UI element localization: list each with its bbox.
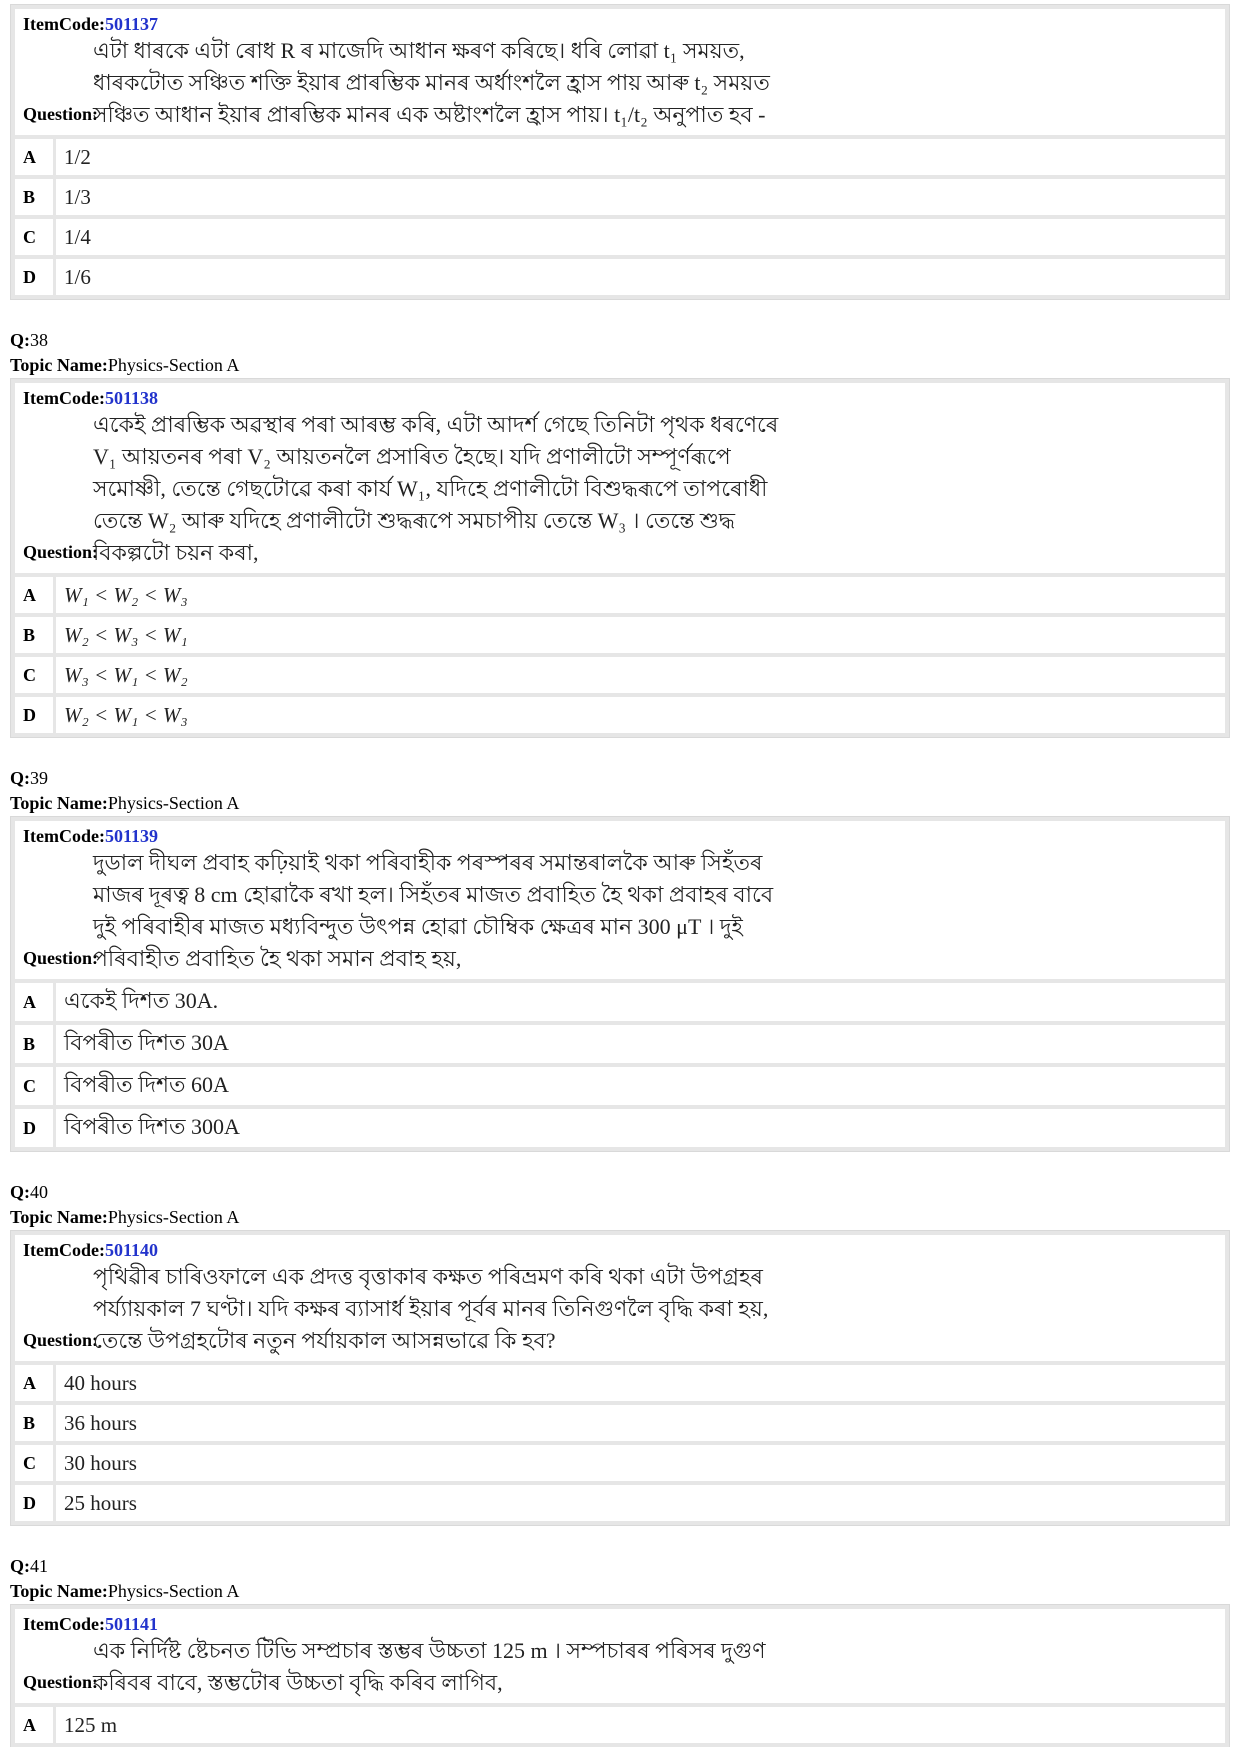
option-text: বিপৰীত দিশত 30A (64, 1029, 229, 1055)
question-cell (15, 383, 1225, 573)
option-letter: A (15, 1365, 56, 1401)
option-letter: D (15, 259, 56, 295)
option-letter: C (15, 1067, 56, 1105)
question-line: V₁ আয়তনৰ পৰা V₂ আয়তনলৈ প্ৰসাৰিত হৈছে। যদি প্ৰণালীটো সম্পূৰ্ণৰূপে (93, 444, 731, 469)
option-row[interactable] (15, 617, 1225, 653)
item-code (23, 13, 1217, 35)
topic-name: Topic Name:Physics-Section A (10, 355, 240, 375)
question-line: ধাৰকটোত সঞ্চিত শক্তি ইয়াৰ প্ৰাৰম্ভিক মানৰ অৰ্ধাংশলৈ হ্ৰাস পায় আৰু t₂ সময়ত (93, 70, 770, 95)
option-letter: B (15, 179, 56, 215)
option-row[interactable] (15, 259, 1225, 295)
option-text: 1/6 (64, 264, 91, 289)
item-code-label: ItemCode: (23, 826, 105, 846)
question-text (93, 1261, 813, 1357)
question-card (10, 378, 1230, 738)
question-label: Question: (23, 104, 99, 124)
option-letter: D (15, 1109, 56, 1147)
item-code (23, 387, 1217, 409)
option-row[interactable] (15, 1067, 1225, 1105)
option-text: 30 hours (64, 1450, 137, 1475)
item-code (23, 1239, 1217, 1261)
option-letter: B (15, 1405, 56, 1441)
option-row[interactable] (15, 219, 1225, 255)
item-code-label: ItemCode: (23, 1614, 105, 1634)
option-text: W₁ < W₂ < W₃ (64, 582, 188, 607)
question-card (10, 4, 1230, 300)
question-paper (10, 0, 1230, 1747)
question-number: Q:38 (10, 330, 48, 350)
option-row[interactable] (15, 657, 1225, 693)
option-text: 25 hours (64, 1490, 137, 1515)
option-letter: A (15, 983, 56, 1021)
question-line: পৰ্য্যায়কাল 7 ঘণ্টা। যদি কক্ষৰ ব্যাসাৰ্ধ ইয়াৰ পূৰ্বৰ মানৰ তিনিগুণলৈ বৃদ্ধি কৰা হয়, (93, 1296, 769, 1321)
option-text: W₂ < W₁ < W₃ (64, 702, 188, 727)
item-code (23, 1613, 1217, 1635)
option-row[interactable] (15, 577, 1225, 613)
option-text: 1/4 (64, 224, 91, 249)
option-letter: B (15, 617, 56, 653)
option-row[interactable] (15, 1485, 1225, 1521)
option-text: 40 hours (64, 1370, 137, 1395)
option-letter: A (15, 139, 56, 175)
option-row[interactable] (15, 983, 1225, 1021)
topic-name: Topic Name:Physics-Section A (10, 793, 240, 813)
question-line: একেই প্ৰাৰম্ভিক অৱস্থাৰ পৰা আৰম্ভ কৰি, এটা আদৰ্শ গেছে তিনিটা পৃথক ধৰণেৰে (93, 412, 779, 437)
question-line: মাজৰ দূৰত্ব 8 cm হোৱাকৈ ৰখা হল। সিহঁতৰ মাজত প্ৰবাহিত হৈ থকা প্ৰবাহৰ বাবে (93, 882, 774, 907)
option-text: 1/3 (64, 184, 91, 209)
option-letter: D (15, 697, 56, 733)
option-letter: C (15, 657, 56, 693)
question-label: Question: (23, 948, 99, 968)
option-text: 125 m (64, 1712, 118, 1737)
question-line: পৃথিৱীৰ চাৰিওফালে এক প্ৰদত্ত বৃত্তাকাৰ কক্ষত পৰিভ্ৰমণ কৰি থকা এটা উপগ্ৰহৰ (93, 1264, 763, 1289)
option-row[interactable] (15, 1025, 1225, 1063)
question-cell (15, 1609, 1225, 1703)
question-number: Q:40 (10, 1182, 48, 1202)
option-letter: A (15, 577, 56, 613)
option-row[interactable] (15, 1109, 1225, 1147)
option-letter: A (15, 1707, 56, 1743)
item-code-label: ItemCode: (23, 1240, 105, 1260)
question-text (93, 847, 813, 975)
option-letter: B (15, 1025, 56, 1063)
question-line: সঞ্চিত আধান ইয়াৰ প্ৰাৰম্ভিক মানৰ এক অষ্টাংশলৈ হ্ৰাস পায়। t₁/t₂ অনুপাত হব - (93, 102, 766, 127)
option-letter: D (15, 1485, 56, 1521)
question-line: তেন্তে উপগ্ৰহটোৰ নতুন পৰ্যায়কাল আসন্নভাৱে কি হব? (93, 1328, 556, 1353)
option-text: 36 hours (64, 1410, 137, 1435)
question-card (10, 1230, 1230, 1526)
topic-name: Topic Name:Physics-Section A (10, 1581, 240, 1601)
item-code-value: 501138 (104, 388, 158, 408)
question-text (93, 409, 813, 569)
item-code-value: 501137 (104, 14, 158, 34)
question-cell (15, 9, 1225, 135)
item-code-value: 501139 (104, 826, 158, 846)
question-label: Question: (23, 1672, 99, 1692)
question-line: বিকল্পটো চয়ন কৰা, (93, 540, 259, 565)
question-line: এটা ধাৰকে এটা ৰোধ R ৰ মাজেদি আধান ক্ষৰণ কৰিছে। ধৰি লোৱা t₁ সময়ত, (93, 38, 745, 63)
question-card (10, 816, 1230, 1152)
option-text: 1/2 (64, 144, 91, 169)
option-row[interactable] (15, 1365, 1225, 1401)
option-row[interactable] (15, 1405, 1225, 1441)
option-letter: C (15, 219, 56, 255)
question-cell (15, 1235, 1225, 1361)
item-code-label: ItemCode: (23, 14, 105, 34)
option-row[interactable] (15, 139, 1225, 175)
question-line: সমোষ্ণী, তেন্তে গেছটোৱে কৰা কাৰ্য W₁, যদিহে প্ৰণালীটো বিশুদ্ধৰূপে তাপৰোধী (93, 476, 768, 501)
question-line: দুই পৰিবাহীৰ মাজত মধ্যবিন্দুত উৎপন্ন হোৱা চৌম্বিক ক্ষেত্ৰৰ মান 300 μT । দুই (93, 914, 743, 939)
question-card (10, 1604, 1230, 1747)
question-text (93, 35, 813, 131)
item-code (23, 825, 1217, 847)
item-code-value: 501140 (104, 1240, 158, 1260)
option-row[interactable] (15, 1445, 1225, 1481)
question-text (93, 1635, 813, 1699)
option-row[interactable] (15, 179, 1225, 215)
item-code-label: ItemCode: (23, 388, 105, 408)
option-row[interactable] (15, 1707, 1225, 1743)
topic-name: Topic Name:Physics-Section A (10, 1207, 240, 1227)
question-number: Q:39 (10, 768, 48, 788)
option-text: বিপৰীত দিশত 60A (64, 1071, 229, 1097)
question-line: পৰিবাহীত প্ৰবাহিত হৈ থকা সমান প্ৰবাহ হয়, (93, 946, 462, 971)
option-text: বিপৰীত দিশত 300A (64, 1113, 240, 1139)
option-text: একেই দিশত 30A. (64, 987, 219, 1013)
option-text: W₂ < W₃ < W₁ (64, 622, 188, 647)
question-number: Q:41 (10, 1556, 48, 1576)
question-cell (15, 821, 1225, 979)
option-row[interactable] (15, 697, 1225, 733)
option-text: W₃ < W₁ < W₂ (64, 662, 188, 687)
question-line: কৰিবৰ বাবে, স্তম্ভটোৰ উচ্চতা বৃদ্ধি কৰিব লাগিব, (93, 1670, 503, 1695)
question-line: দুডাল দীঘল প্ৰবাহ কঢ়িয়াই থকা পৰিবাহীক পৰস্পৰৰ সমান্তৰালকৈ আৰু সিহঁতৰ (93, 850, 763, 875)
item-code-value: 501141 (104, 1614, 158, 1634)
question-label: Question: (23, 542, 99, 562)
question-label: Question: (23, 1330, 99, 1350)
question-line: এক নিৰ্দিষ্ট ষ্টেচনত টিভি সম্প্ৰচাৰ স্তম্ভৰ উচ্চতা 125 m । সম্পচাৰৰ পৰিসৰ দুগুণ (93, 1638, 766, 1663)
option-letter: C (15, 1445, 56, 1481)
question-line: তেন্তে W₂ আৰু যদিহে প্ৰণালীটো শুদ্ধৰূপে সমচাপীয় তেন্তে W₃ । তেন্তে শুদ্ধ (93, 508, 735, 533)
